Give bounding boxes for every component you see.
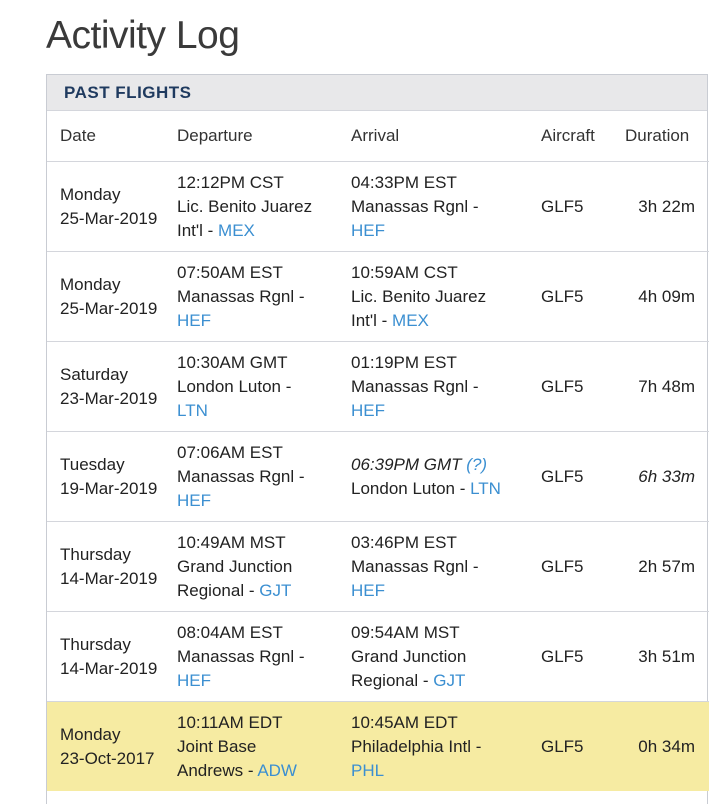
departure-cell <box>164 342 347 432</box>
arrival-cell <box>347 252 537 342</box>
departure-airport-name-2: Andrews - <box>177 760 258 780</box>
column-header-date: Date <box>47 111 164 162</box>
estimated-help-link[interactable]: (?) <box>466 454 488 474</box>
arrival-cell <box>347 612 537 702</box>
flight-date: 14-Mar-2019 <box>60 658 158 678</box>
aircraft-cell: GLF5 <box>537 252 612 342</box>
departure-airport-name: Manassas Rgnl - <box>177 286 305 306</box>
date-cell <box>47 612 164 702</box>
departure-time: 12:12PM CST <box>177 172 284 192</box>
departure-airport-name-2: Regional - <box>177 580 260 600</box>
page-title: Activity Log <box>46 14 240 57</box>
departure-cell <box>164 522 347 612</box>
flight-day: Monday <box>60 184 121 204</box>
table-row[interactable] <box>47 702 709 792</box>
table-header-row <box>47 111 709 162</box>
departure-airport-code[interactable]: HEF <box>177 310 211 330</box>
arrival-cell <box>347 162 537 252</box>
arrival-cell <box>347 702 537 792</box>
departure-time: 08:04AM EST <box>177 622 283 642</box>
duration-cell: 3h 22m <box>612 162 709 252</box>
table-row[interactable] <box>47 252 709 342</box>
arrival-cell <box>347 432 537 522</box>
aircraft-cell: GLF5 <box>537 342 612 432</box>
flight-day: Thursday <box>60 544 131 564</box>
arrival-airport-name-2: Regional - <box>351 670 434 690</box>
aircraft-cell: GLF5 <box>537 432 612 522</box>
arrival-airport-name: Manassas Rgnl - <box>351 556 479 576</box>
arrival-time: 01:19PM EST <box>351 352 457 372</box>
departure-airport-name: Manassas Rgnl - <box>177 466 305 486</box>
departure-time: 07:06AM EST <box>177 442 283 462</box>
aircraft-cell: GLF5 <box>537 702 612 792</box>
date-cell <box>47 252 164 342</box>
departure-airport-code[interactable]: ADW <box>257 760 297 780</box>
arrival-airport-name: Philadelphia Intl - <box>351 736 482 756</box>
departure-airport-name: Joint Base <box>177 736 257 756</box>
column-header-aircraft: Aircraft <box>537 111 612 162</box>
table-row[interactable] <box>47 612 709 702</box>
departure-cell <box>164 432 347 522</box>
arrival-time: 03:46PM EST <box>351 532 457 552</box>
departure-airport-code[interactable]: LTN <box>177 400 208 420</box>
column-header-arrival: Arrival <box>347 111 537 162</box>
arrival-airport-name: London Luton - <box>351 478 471 498</box>
departure-airport-name: Manassas Rgnl - <box>177 646 305 666</box>
table-row[interactable] <box>47 342 709 432</box>
duration-cell: 3h 51m <box>612 612 709 702</box>
flight-date: 19-Mar-2019 <box>60 478 158 498</box>
date-cell <box>47 342 164 432</box>
date-cell <box>47 162 164 252</box>
arrival-airport-name-2: Int'l - <box>351 310 393 330</box>
aircraft-cell: GLF5 <box>537 162 612 252</box>
arrival-airport-code[interactable]: PHL <box>351 760 385 780</box>
date-cell <box>47 432 164 522</box>
departure-time: 07:50AM EST <box>177 262 283 282</box>
departure-airport-name: Grand Junction <box>177 556 293 576</box>
duration-cell: 4h 09m <box>612 252 709 342</box>
flight-date: 23-Oct-2017 <box>60 748 155 768</box>
arrival-time: 10:59AM CST <box>351 262 458 282</box>
aircraft-cell: GLF5 <box>537 612 612 702</box>
arrival-airport-code[interactable]: GJT <box>433 670 466 690</box>
table-row[interactable] <box>47 522 709 612</box>
panel-header: PAST FLIGHTS <box>47 75 707 111</box>
departure-airport-name: London Luton - <box>177 376 292 396</box>
departure-airport-code[interactable]: HEF <box>177 490 211 510</box>
flight-date: 14-Mar-2019 <box>60 568 158 588</box>
departure-time: 10:11AM EDT <box>177 712 283 732</box>
column-header-departure: Departure <box>164 111 347 162</box>
arrival-airport-code[interactable]: HEF <box>351 220 385 240</box>
table-row[interactable] <box>47 432 709 522</box>
departure-cell <box>164 162 347 252</box>
departure-airport-code[interactable]: HEF <box>177 670 211 690</box>
arrival-airport-name: Grand Junction <box>351 646 467 666</box>
arrival-time: 09:54AM MST <box>351 622 460 642</box>
arrival-cell <box>347 522 537 612</box>
duration-cell: 0h 34m <box>612 702 709 792</box>
arrival-airport-name: Manassas Rgnl - <box>351 376 479 396</box>
departure-cell <box>164 612 347 702</box>
flight-day: Monday <box>60 724 121 744</box>
arrival-airport-code[interactable]: HEF <box>351 400 385 420</box>
duration-cell: 2h 57m <box>612 522 709 612</box>
past-flights-panel <box>46 74 708 804</box>
departure-time: 10:49AM MST <box>177 532 286 552</box>
duration-cell: 6h 33m <box>612 432 709 522</box>
date-cell <box>47 522 164 612</box>
departure-airport-name-2: Int'l - <box>177 220 219 240</box>
arrival-airport-code[interactable]: MEX <box>392 310 429 330</box>
departure-cell <box>164 702 347 792</box>
departure-airport-code[interactable]: GJT <box>259 580 292 600</box>
flight-date: 23-Mar-2019 <box>60 388 158 408</box>
flights-table <box>47 111 709 791</box>
date-cell <box>47 702 164 792</box>
aircraft-cell: GLF5 <box>537 522 612 612</box>
flight-day: Monday <box>60 274 121 294</box>
departure-airport-name: Lic. Benito Juarez <box>177 196 313 216</box>
table-row[interactable] <box>47 162 709 252</box>
flight-date: 25-Mar-2019 <box>60 298 158 318</box>
departure-cell <box>164 252 347 342</box>
arrival-airport-code[interactable]: HEF <box>351 580 385 600</box>
arrival-time: 04:33PM EST <box>351 172 457 192</box>
arrival-airport-name: Lic. Benito Juarez <box>351 286 487 306</box>
flight-day: Tuesday <box>60 454 125 474</box>
column-header-duration: Duration <box>612 111 709 162</box>
departure-airport-code[interactable]: MEX <box>218 220 255 240</box>
arrival-time: 10:45AM EDT <box>351 712 458 732</box>
arrival-airport-name: Manassas Rgnl - <box>351 196 479 216</box>
arrival-airport-code[interactable]: LTN <box>470 478 501 498</box>
arrival-time: 06:39PM GMT <box>351 454 462 474</box>
departure-time: 10:30AM GMT <box>177 352 288 372</box>
arrival-cell <box>347 342 537 432</box>
flight-day: Thursday <box>60 634 131 654</box>
flight-day: Saturday <box>60 364 129 384</box>
flight-date: 25-Mar-2019 <box>60 208 158 228</box>
duration-cell: 7h 48m <box>612 342 709 432</box>
